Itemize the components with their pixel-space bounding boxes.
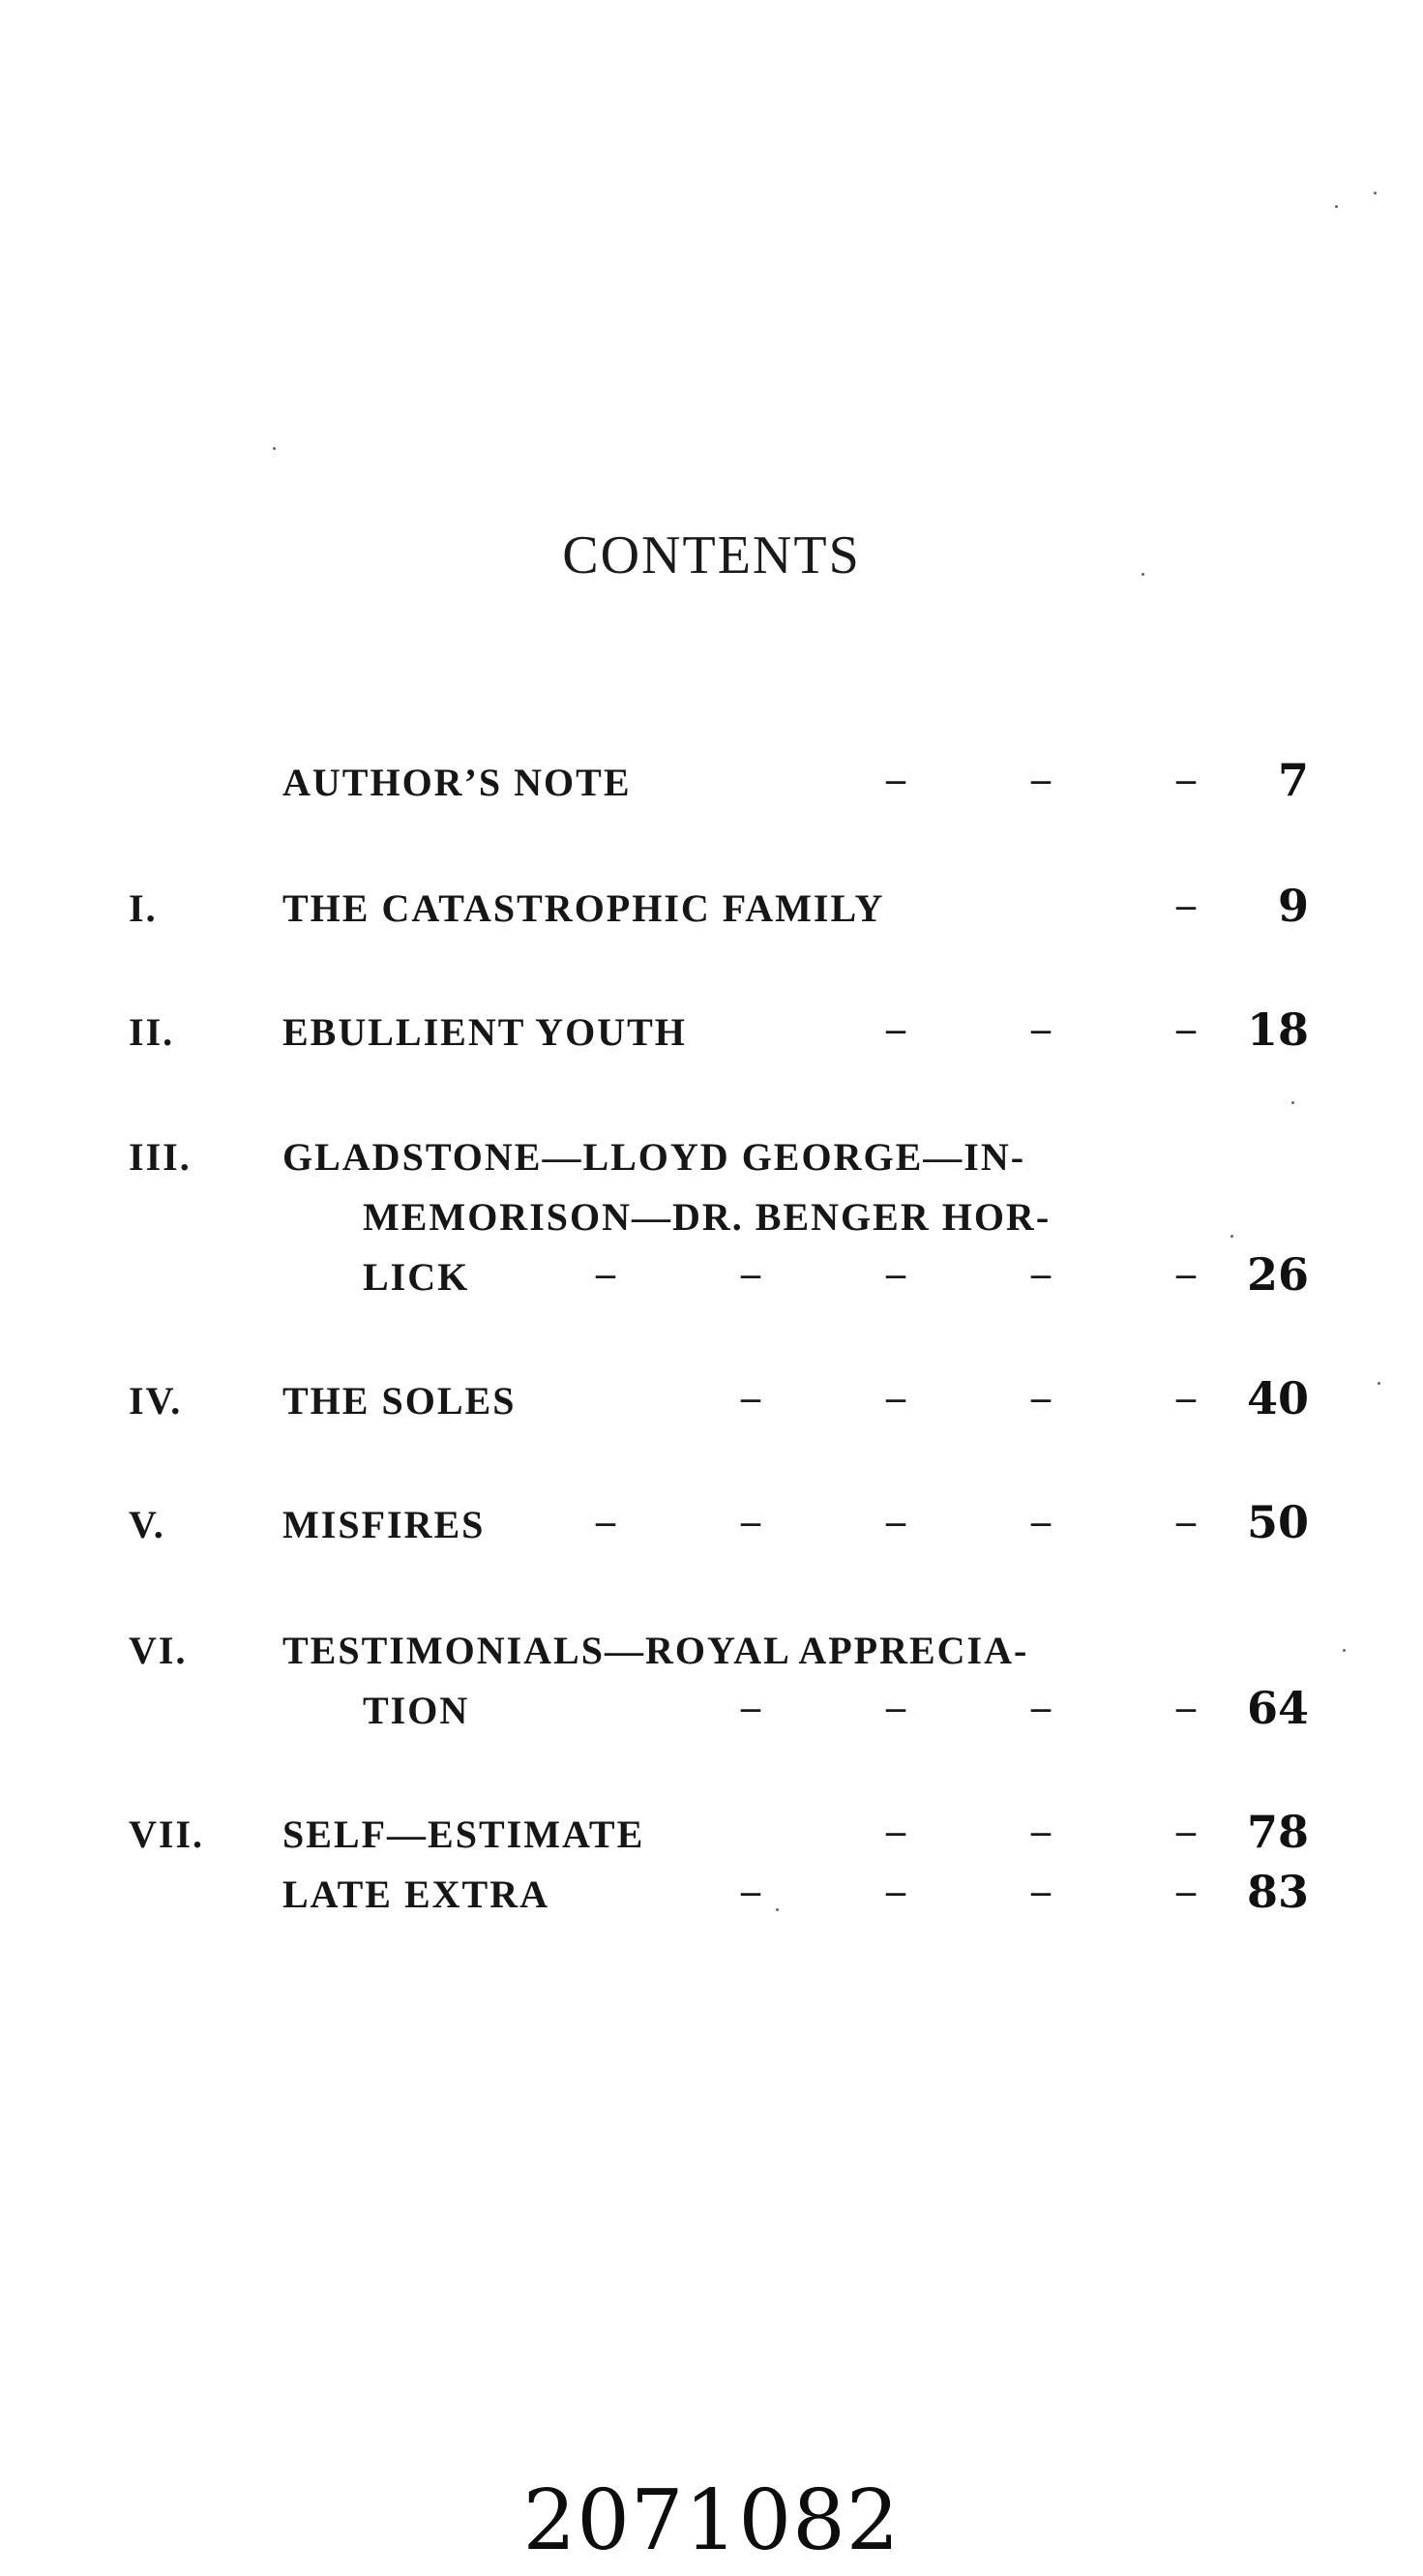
- toc-entry-title-line-1: GLADSTONE—LLOYD GEORGE—IN-: [282, 1135, 1026, 1179]
- chapter-number: V.: [129, 1503, 165, 1546]
- toc-page-number: 18: [1246, 1003, 1309, 1056]
- scan-speck: [273, 447, 276, 450]
- leader-dashes: – – – –: [741, 1869, 1196, 1912]
- toc-page-number: 78: [1246, 1806, 1309, 1858]
- chapter-number: IV.: [129, 1379, 183, 1423]
- toc-entry-title: MISFIRES: [282, 1503, 486, 1546]
- scan-speck: [1291, 1101, 1294, 1104]
- toc-entry-title: AUTHOR’S NOTE: [282, 761, 632, 804]
- chapter-number: III.: [129, 1135, 192, 1179]
- leader-dashes: – – – – –: [596, 1251, 1196, 1295]
- toc-entry-title-line-3: LICK: [363, 1255, 470, 1299]
- toc-entry-title: EBULLIENT YOUTH: [282, 1010, 687, 1054]
- toc-page-number: 64: [1246, 1682, 1309, 1734]
- chapter-number: II.: [129, 1010, 175, 1054]
- scan-speck: [1230, 1235, 1233, 1238]
- leader-dashes: – – – –: [741, 1685, 1196, 1728]
- leader-dashes: – – –: [886, 1006, 1196, 1050]
- toc-entry-title-line-2: TION: [363, 1689, 470, 1732]
- chapter-number: I.: [129, 886, 158, 930]
- scan-speck: [1374, 192, 1377, 195]
- scan-speck: [1378, 1382, 1380, 1385]
- toc-page-number: 9: [1277, 880, 1309, 932]
- scan-speck: [776, 1908, 779, 1911]
- leader-dashes: – – – –: [741, 1375, 1196, 1419]
- scan-speck: [1335, 205, 1338, 208]
- toc-entry-title: LATE EXTRA: [282, 1872, 549, 1916]
- toc-entry-title: SELF—ESTIMATE: [282, 1812, 645, 1856]
- chapter-number: VI.: [129, 1629, 188, 1672]
- scan-speck: [1141, 573, 1144, 576]
- toc-page-number: 50: [1246, 1496, 1309, 1548]
- leader-dashes: – – –: [886, 757, 1196, 800]
- toc-page-number: 26: [1246, 1248, 1309, 1301]
- toc-entry-title: THE CATASTROPHIC FAMILY: [282, 886, 885, 930]
- toc-entry-title-line-1: TESTIMONIALS—ROYAL APPRECIA-: [282, 1629, 1029, 1672]
- stamp-number: 2071082: [522, 2472, 901, 2569]
- toc-page-number: 7: [1277, 754, 1309, 806]
- scan-speck: [1343, 1649, 1346, 1652]
- toc-entry-title: THE SOLES: [282, 1379, 517, 1423]
- leader-dashes: – – –: [886, 1809, 1196, 1852]
- page-title: CONTENTS: [562, 525, 861, 585]
- chapter-number: VII.: [129, 1812, 205, 1856]
- toc-page-number: 83: [1246, 1866, 1309, 1918]
- toc-entry-title-line-2: MEMORISON—DR. BENGER HOR-: [363, 1195, 1052, 1239]
- leader-dashes: –: [1176, 883, 1196, 926]
- leader-dashes: – – – – –: [596, 1499, 1196, 1543]
- toc-page-number: 40: [1246, 1372, 1309, 1424]
